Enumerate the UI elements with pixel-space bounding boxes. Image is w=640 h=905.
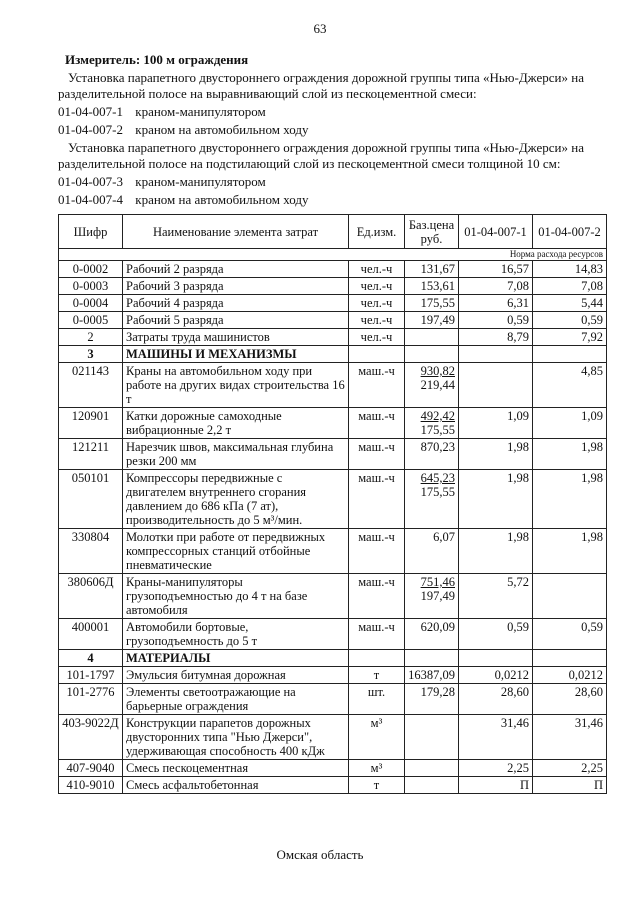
cell-name: Компрессоры передвижные с двигателем внутреннего сгорания давлением до 686 кПа (7 ат), производительность до 5 м³/мин. (123, 470, 349, 529)
cell-value-2: 7,92 (533, 329, 607, 346)
cell-price (405, 408, 459, 439)
cell-unit: чел.-ч (349, 278, 405, 295)
cell-value-1: 1,09 (459, 408, 533, 439)
cell-name: МАШИНЫ И МЕХАНИЗМЫ (123, 346, 349, 363)
group1-item (58, 122, 309, 138)
header-name: Наименование элемента затрат (123, 215, 349, 249)
cell-value-2: 2,25 (533, 760, 607, 777)
cell-name: Затраты труда машинистов (123, 329, 349, 346)
cell-empty (405, 346, 459, 363)
cell-value-1: 6,31 (459, 295, 533, 312)
cell-code: 0-0004 (59, 295, 123, 312)
cell-value-1: 1,98 (459, 470, 533, 529)
table-row (59, 684, 607, 715)
cell-code: 330804 (59, 529, 123, 574)
group2-item (58, 192, 309, 208)
cell-price: 131,67 (405, 261, 459, 278)
cell-unit: шт. (349, 684, 405, 715)
cell-code: 4 (59, 650, 123, 667)
cell-value-1: 0,0212 (459, 667, 533, 684)
section-row (59, 346, 607, 363)
cell-empty (405, 650, 459, 667)
cell-value-1: 2,25 (459, 760, 533, 777)
cell-code: 410-9010 (59, 777, 123, 794)
cell-unit: т (349, 777, 405, 794)
cell-unit: чел.-ч (349, 312, 405, 329)
cell-value-1: 0,59 (459, 619, 533, 650)
norm-note: Норма расхода ресурсов (59, 249, 607, 261)
cell-price: 870,23 (405, 439, 459, 470)
cell-empty (533, 650, 607, 667)
cell-empty (349, 346, 405, 363)
item-code: 01-04-007-4 (58, 192, 123, 207)
cell-name: Элементы светоотражающие на барьерные ограждения (123, 684, 349, 715)
cell-name: Рабочий 4 разряда (123, 295, 349, 312)
table-row (59, 529, 607, 574)
table-row (59, 329, 607, 346)
table-row (59, 261, 607, 278)
cell-value-2: 1,09 (533, 408, 607, 439)
cell-name: Нарезчик швов, максимальная глубина резки 200 мм (123, 439, 349, 470)
cell-code: 403-9022Д (59, 715, 123, 760)
cell-unit: чел.-ч (349, 329, 405, 346)
cell-unit: т (349, 667, 405, 684)
header-code: Шифр (59, 215, 123, 249)
cell-value-1: 8,79 (459, 329, 533, 346)
group2-item (58, 174, 266, 190)
cell-name: Катки дорожные самоходные вибрационные 2,2 т (123, 408, 349, 439)
group1-line1: Установка парапетного двустороннего ограждения дорожной группы типа «Нью-Джерси» на (68, 70, 584, 85)
table-row (59, 278, 607, 295)
cell-code: 021143 (59, 363, 123, 408)
cell-unit: маш.-ч (349, 439, 405, 470)
cell-unit: м³ (349, 715, 405, 760)
table-row (59, 312, 607, 329)
group2-description (58, 140, 618, 172)
region-footer: Омская область (276, 847, 364, 862)
cell-price: 16387,09 (405, 667, 459, 684)
cell-name: Рабочий 3 разряда (123, 278, 349, 295)
cell-unit: маш.-ч (349, 363, 405, 408)
cell-empty (459, 650, 533, 667)
cell-name: Конструкции парапетов дорожных двусторонних типа "Нью Джерси", удерживающая способность 400 кДж (123, 715, 349, 760)
cell-value-1: П (459, 777, 533, 794)
resource-table (58, 214, 607, 794)
cell-value-2: 1,98 (533, 529, 607, 574)
cell-code: 400001 (59, 619, 123, 650)
cell-value-1: 1,98 (459, 439, 533, 470)
cell-empty (349, 650, 405, 667)
cell-code: 101-2776 (59, 684, 123, 715)
cell-value-2: 0,0212 (533, 667, 607, 684)
table-row (59, 760, 607, 777)
cell-code: 0-0002 (59, 261, 123, 278)
header-col1: 01-04-007-1 (459, 215, 533, 249)
cell-code: 101-1797 (59, 667, 123, 684)
cell-price: 6,07 (405, 529, 459, 574)
table-body (59, 261, 607, 794)
cell-empty (459, 346, 533, 363)
group1-item (58, 104, 266, 120)
cell-price (405, 715, 459, 760)
cell-value-2: П (533, 777, 607, 794)
cell-name: Молотки при работе от передвижных компрессорных станций отбойные пневматические (123, 529, 349, 574)
cell-value-2: 0,59 (533, 619, 607, 650)
cell-value-2: 5,44 (533, 295, 607, 312)
cell-name: Краны на автомобильном ходу при работе на других видах строительства 16 т (123, 363, 349, 408)
table-row (59, 574, 607, 619)
cell-price: 179,28 (405, 684, 459, 715)
cell-value-2: 1,98 (533, 470, 607, 529)
item-label: краном-манипулятором (135, 104, 266, 119)
price-wages: 175,55 (420, 485, 455, 499)
cell-value-2: 0,59 (533, 312, 607, 329)
cell-code: 050101 (59, 470, 123, 529)
cell-value-2: 14,83 (533, 261, 607, 278)
cell-name: Смесь асфальтобетонная (123, 777, 349, 794)
cell-name: Рабочий 2 разряда (123, 261, 349, 278)
table-row (59, 295, 607, 312)
header-unit: Ед.изм. (349, 215, 405, 249)
table-row (59, 777, 607, 794)
cell-unit: маш.-ч (349, 574, 405, 619)
cell-price: 620,09 (405, 619, 459, 650)
cell-unit: маш.-ч (349, 619, 405, 650)
cell-unit: маш.-ч (349, 470, 405, 529)
cell-code: 0-0005 (59, 312, 123, 329)
price-total: 751,46 (420, 575, 455, 589)
cell-code: 3 (59, 346, 123, 363)
cell-value-2: 31,46 (533, 715, 607, 760)
price-total: 645,23 (420, 471, 455, 485)
cell-value-1: 0,59 (459, 312, 533, 329)
cell-price (405, 574, 459, 619)
cell-name: Эмульсия битумная дорожная (123, 667, 349, 684)
item-code: 01-04-007-2 (58, 122, 123, 137)
cell-price (405, 760, 459, 777)
price-wages: 219,44 (420, 378, 455, 392)
cell-value-1: 1,98 (459, 529, 533, 574)
cell-price (405, 777, 459, 794)
cell-price (405, 329, 459, 346)
cell-code: 380606Д (59, 574, 123, 619)
cell-price (405, 363, 459, 408)
cell-name: МАТЕРИАЛЫ (123, 650, 349, 667)
group2-line2: разделительной полосе на подстилающий слой из пескоцементной смеси толщиной 10 см: (58, 156, 561, 171)
table-row (59, 439, 607, 470)
header-col2: 01-04-007-2 (533, 215, 607, 249)
item-label: краном-манипулятором (135, 174, 266, 189)
page-number: 63 (313, 21, 327, 36)
cell-code: 2 (59, 329, 123, 346)
section-row (59, 650, 607, 667)
cell-value-2: 1,98 (533, 439, 607, 470)
price-wages: 175,55 (420, 423, 455, 437)
cell-code: 121211 (59, 439, 123, 470)
cell-value-1: 7,08 (459, 278, 533, 295)
cell-unit: маш.-ч (349, 408, 405, 439)
measure-unit: Измеритель: 100 м ограждения (65, 52, 249, 67)
item-label: краном на автомобильном ходу (135, 122, 309, 137)
price-total: 492,42 (420, 409, 455, 423)
table-row (59, 408, 607, 439)
cell-unit: маш.-ч (349, 529, 405, 574)
cell-unit: чел.-ч (349, 261, 405, 278)
cell-value-2: 4,85 (533, 363, 607, 408)
cell-unit: чел.-ч (349, 295, 405, 312)
cell-code: 407-9040 (59, 760, 123, 777)
cell-name: Автомобили бортовые, грузоподъемность до 5 т (123, 619, 349, 650)
item-label: краном на автомобильном ходу (135, 192, 309, 207)
cell-price: 197,49 (405, 312, 459, 329)
cell-price: 153,61 (405, 278, 459, 295)
table-row (59, 715, 607, 760)
group1-line2: разделительной полосе на выравнивающий слой из пескоцементной смеси: (58, 86, 477, 101)
header-price: Баз.цена руб. (405, 215, 459, 249)
cell-value-2: 28,60 (533, 684, 607, 715)
cell-unit: м³ (349, 760, 405, 777)
cell-value-1: 5,72 (459, 574, 533, 619)
cell-value-2: 7,08 (533, 278, 607, 295)
cell-price: 175,55 (405, 295, 459, 312)
cell-code: 120901 (59, 408, 123, 439)
cell-empty (533, 346, 607, 363)
table-row (59, 619, 607, 650)
cell-name: Рабочий 5 разряда (123, 312, 349, 329)
cell-value-1 (459, 363, 533, 408)
cell-value-1: 16,57 (459, 261, 533, 278)
table-row (59, 667, 607, 684)
cell-name: Смесь пескоцементная (123, 760, 349, 777)
price-wages: 197,49 (420, 589, 455, 603)
group2-line1: Установка парапетного двустороннего ограждения дорожной группы типа «Нью-Джерси» на (68, 140, 584, 155)
group1-description (58, 70, 618, 102)
item-code: 01-04-007-1 (58, 104, 123, 119)
table-row (59, 363, 607, 408)
cell-value-1: 31,46 (459, 715, 533, 760)
cell-code: 0-0003 (59, 278, 123, 295)
cell-value-1: 28,60 (459, 684, 533, 715)
price-total: 930,82 (420, 364, 455, 378)
cell-price (405, 470, 459, 529)
cell-value-2 (533, 574, 607, 619)
item-code: 01-04-007-3 (58, 174, 123, 189)
table-row (59, 470, 607, 529)
cell-name: Краны-манипуляторы грузоподъемностью до 4 т на базе автомобиля (123, 574, 349, 619)
